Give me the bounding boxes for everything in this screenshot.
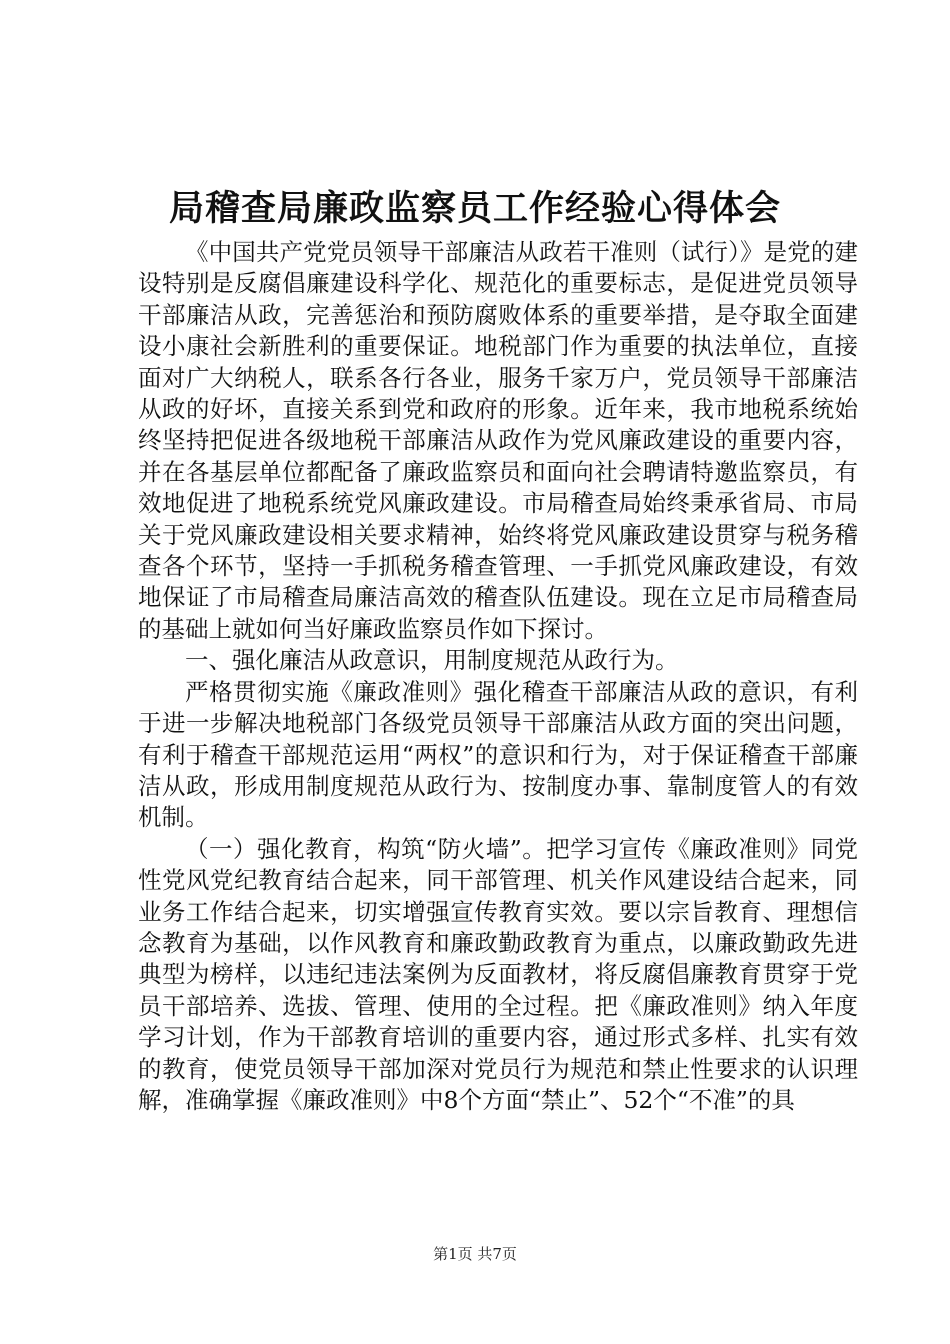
document-title: 局稽查局廉政监察员工作经验心得体会 [168,188,781,229]
paragraph-heading-1: 一、强化廉洁从政意识，用制度规范从政行为。 [185,646,679,675]
page-number-footer: 第1页 共7页 [433,1245,517,1263]
paragraph-section-1: 严格贯彻实施《廉政准则》强化稽查干部廉洁从政的意识，有利于进一步解决地税部门各级党员领导干部廉洁从政方面的突出问题，有利于稽查干部规范运用“两权”的意识和行为，对于保证稽查干部廉洁从政，形成用制度规范从政行为、按制度办事、靠制度管人的有效机制。 [138,677,858,832]
paragraph-subsection-1: （一）强化教育，构筑“防火墙”。把学习宣传《廉政准则》同党性党风党纪教育结合起来，同干部管理、机关作风建设结合起来，同业务工作结合起来，切实增强宣传教育实效。要以宗旨教育、理想信念教育为基础，以作风教育和廉政勤政教育为重点，以廉政勤政先进典型为榜样，以违纪违法案例为反面教材，将反腐倡廉教育贯穿于党员干部培养、选拔、管理、使用的全过程。把《廉政准则》纳入年度学习计划，作为干部教育培训的重要内容，通过形式多样、扎实有效的教育，使党员领导干部加深对党员行为规范和禁止性要求的认识理解，准确掌握《廉政准则》中8个方面“禁止”、52个“不准”的具 [138,834,858,1114]
document-body [138,237,858,1116]
paragraph-intro: 《中国共产党党员领导干部廉洁从政若干准则（试行）》是党的建设特别是反腐倡廉建设科学化、规范化的重要标志，是促进党员领导干部廉洁从政，完善惩治和预防腐败体系的重要举措，是夺取全面建设小康社会新胜利的重要保证。地税部门作为重要的执法单位，直接面对广大纳税人，联系各行各业，服务千家万户，党员领导干部廉洁从政的好坏，直接关系到党和政府的形象。近年来，我市地税系统始终坚持把促进各级地税干部廉洁从政作为党风廉政建设的重要内容，并在各基层单位都配备了廉政监察员和面向社会聘请特邀监察员，有效地促进了地税系统党风廉政建设。市局稽查局始终秉承省局、市局关于党风廉政建设相关要求精神，始终将党风廉政建设贯穿与税务稽查各个环节，坚持一手抓税务稽查管理、一手抓党风廉政建设，有效地保证了市局稽查局廉洁高效的稽查队伍建设。现在立足市局稽查局的基础上就如何当好廉政监察员作如下探讨。 [138,238,858,643]
